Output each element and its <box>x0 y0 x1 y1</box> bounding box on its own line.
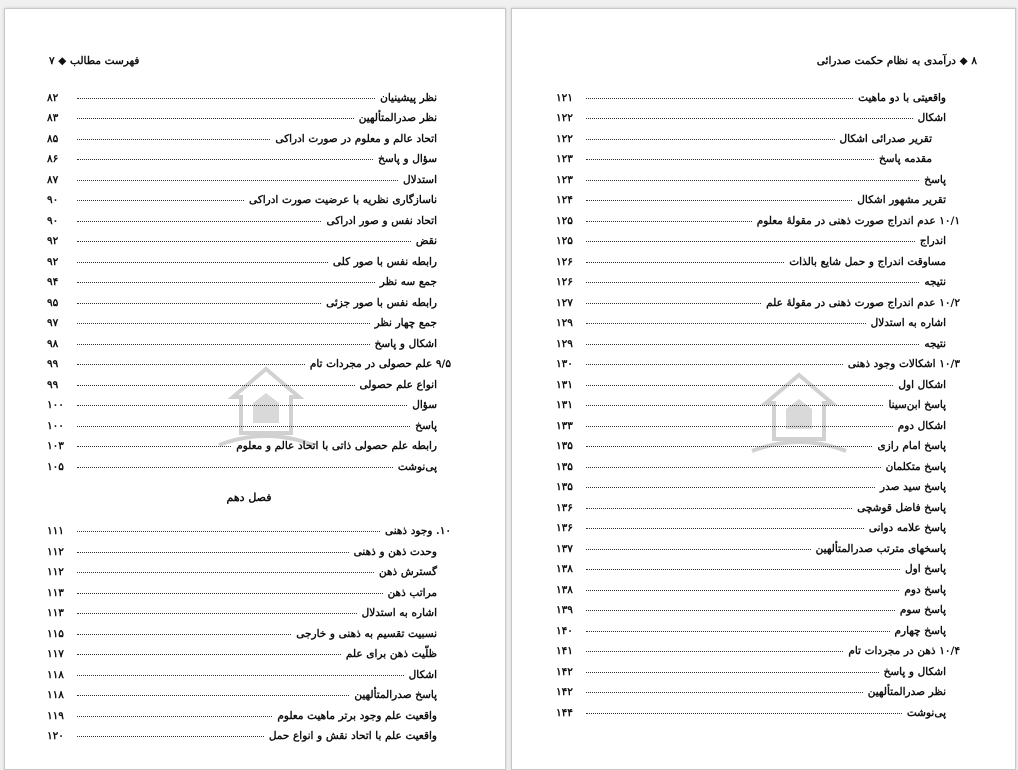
dot-leader <box>77 98 375 99</box>
dot-leader <box>586 528 864 529</box>
toc-entry-title: ۱۰/۳ اشکالات وجود ذهنی <box>847 358 960 370</box>
toc-entry-page-number: ۸۵ <box>47 132 59 145</box>
toc-entry <box>556 514 960 535</box>
toc-entry <box>556 698 960 719</box>
toc-entry-title: اشکال <box>917 112 946 124</box>
toc-entry-title: وحدت ذهن و ذهنی <box>353 545 437 558</box>
toc-entry-title: مراتب ذهن <box>387 586 437 599</box>
dot-leader <box>77 613 357 614</box>
toc-entry-page-number: ۹۲ <box>47 255 59 268</box>
toc-entry-page-number: ۸۲ <box>47 91 59 104</box>
toc-entry-page-number: ۱۱۸ <box>47 689 64 701</box>
toc-entry <box>47 640 451 661</box>
toc-entry-page-number: ۱۳۰ <box>556 358 573 370</box>
right-page <box>511 8 1016 770</box>
toc-entry-title: پاسخ چهارم <box>894 624 946 637</box>
dot-leader <box>77 282 375 283</box>
dot-leader <box>586 98 853 99</box>
toc-entry <box>47 722 451 743</box>
toc-entry <box>556 350 960 371</box>
toc-entry-page-number: ۱۳۶ <box>556 522 573 534</box>
toc-entry <box>556 309 960 330</box>
toc-entry-page-number: ۱۴۲ <box>556 665 573 678</box>
toc-entry <box>556 227 960 248</box>
toc-entry-page-number: ۱۳۶ <box>556 501 573 514</box>
toc-entry-title: ۱۰/۲ عدم اندراج صورت ذهنی در مقولهٔ علم <box>766 296 960 309</box>
toc-entry-title: اشکال اول <box>898 378 946 391</box>
toc-entry-page-number: ۱۲۵ <box>556 214 573 227</box>
toc-entry-title: اتحاد نفس و صور ادراکی <box>326 214 437 227</box>
dot-leader <box>77 180 398 181</box>
toc-entry-page-number: ۱۲۶ <box>556 255 573 268</box>
dot-leader <box>586 487 875 488</box>
toc-entry-title: رابطه علم حصولی ذاتی با اتحاد عالم و معلوم <box>236 440 437 452</box>
toc-entry-page-number: ۱۰۰ <box>47 399 64 411</box>
dot-leader <box>77 385 355 386</box>
right-toc <box>556 83 960 719</box>
toc-entry-title: مساوقت اندراج و حمل شایع بالذات <box>789 255 946 268</box>
toc-entry-title: پاسخ سید صدر <box>880 481 946 493</box>
dot-leader <box>77 139 270 140</box>
left-page <box>4 8 506 770</box>
toc-entry-page-number: ۸۷ <box>47 173 59 186</box>
toc-entry-title: مقدمه پاسخ <box>878 153 932 165</box>
dot-leader <box>586 508 852 509</box>
toc-entry-page-number: ۹۹ <box>47 378 59 391</box>
dot-leader <box>586 405 883 406</box>
toc-entry <box>47 660 451 681</box>
toc-entry <box>47 83 451 104</box>
toc-entry-title: ۱۰/۱ عدم اندراج صورت ذهنی در مقولهٔ معلوم <box>756 214 960 227</box>
toc-entry-page-number: ۱۲۳ <box>556 173 573 186</box>
toc-entry <box>47 619 451 640</box>
toc-entry-page-number: ۱۳۱ <box>556 378 573 391</box>
toc-entry-page-number: ۱۳۵ <box>556 481 573 493</box>
toc-entry-title: پاسخ سوم <box>899 604 946 616</box>
toc-entry-title: اشاره به استدلال <box>870 317 946 329</box>
toc-entry-page-number: ۱۴۰ <box>556 624 573 637</box>
toc-entry <box>47 391 451 412</box>
toc-entry-title: نسبیت تقسیم به ذهنی و خارجی <box>296 627 437 640</box>
toc-entry-title: اشکال و پاسخ <box>883 665 946 678</box>
toc-entry-title: اشکال <box>408 668 437 681</box>
dot-leader <box>77 118 354 119</box>
toc-entry <box>556 657 960 678</box>
toc-entry-title: پی‌نوشت <box>397 460 437 473</box>
toc-entry <box>47 165 451 186</box>
toc-entry-page-number: ۱۱۳ <box>47 607 64 619</box>
dot-leader <box>77 593 383 594</box>
toc-entry <box>556 145 960 166</box>
dot-leader <box>586 241 915 242</box>
dot-leader <box>77 323 370 324</box>
toc-entry-title: پاسخ علامه دوانی <box>868 522 946 534</box>
toc-entry-title: ۱۰. وجود ذهنی <box>384 525 451 537</box>
toc-entry <box>556 411 960 432</box>
toc-entry-title: پاسخ <box>415 419 437 432</box>
toc-entry-title: پاسخ ابن‌سینا <box>888 399 946 411</box>
dot-leader <box>586 282 919 283</box>
toc-entry-page-number: ۱۳۸ <box>556 563 573 575</box>
toc-entry <box>47 681 451 702</box>
toc-entry <box>47 452 451 473</box>
toc-entry <box>47 247 451 268</box>
toc-entry-page-number: ۱۲۷ <box>556 296 573 309</box>
toc-entry <box>47 558 451 579</box>
dot-leader <box>77 531 380 532</box>
toc-entry-title: انواع علم حصولی <box>359 378 437 391</box>
toc-entry <box>47 145 451 166</box>
toc-entry-title: استدلال <box>402 173 437 186</box>
toc-entry-title: پاسخ امام رازی <box>877 440 946 452</box>
toc-entry-page-number: ۱۰۵ <box>47 460 64 473</box>
toc-entry-title: پاسخ دوم <box>904 583 946 596</box>
toc-entry-page-number: ۱۴۴ <box>556 706 573 719</box>
toc-entry <box>47 268 451 289</box>
dot-leader <box>586 631 890 632</box>
dot-leader <box>77 446 231 447</box>
toc-entry-page-number: ۱۱۱ <box>47 525 64 537</box>
toc-entry <box>47 411 451 432</box>
toc-entry-title: نظر صدرالمتألهین <box>358 112 437 124</box>
toc-entry-title: نظر صدرالمتألهین <box>867 686 946 698</box>
toc-entry <box>47 206 451 227</box>
toc-entry <box>47 599 451 620</box>
dot-leader <box>77 552 349 553</box>
toc-entry <box>47 227 451 248</box>
dot-leader <box>77 303 321 304</box>
dot-leader <box>586 159 874 160</box>
toc-entry <box>47 124 451 145</box>
dot-leader <box>586 323 866 324</box>
toc-entry <box>47 186 451 207</box>
toc-entry <box>556 678 960 699</box>
toc-entry-page-number: ۹۲ <box>47 235 59 247</box>
toc-entry-page-number: ۱۲۲ <box>556 132 573 145</box>
dot-leader <box>586 200 852 201</box>
toc-entry-title: پاسخ اول <box>905 563 946 575</box>
toc-entry <box>556 165 960 186</box>
toc-entry-page-number: ۸۶ <box>47 153 59 165</box>
toc-entry <box>556 432 960 453</box>
dot-leader <box>77 159 373 160</box>
dot-leader <box>586 344 919 345</box>
toc-entry <box>556 329 960 350</box>
toc-entry <box>47 104 451 125</box>
toc-entry <box>556 637 960 658</box>
toc-entry-title: پاسخهای مترتب صدرالمتألهین <box>815 542 946 555</box>
toc-entry-title: ناسازگاری نظریه با عرضیت صورت ادراکی <box>248 194 437 206</box>
dot-leader <box>586 118 913 119</box>
dot-leader <box>586 364 843 365</box>
toc-entry-title: اتحاد عالم و معلوم در صورت ادراکی <box>275 132 437 145</box>
toc-entry <box>556 391 960 412</box>
toc-entry <box>556 575 960 596</box>
toc-entry <box>47 701 451 722</box>
toc-entry <box>556 473 960 494</box>
toc-entry <box>556 83 960 104</box>
toc-entry-title: واقعیت علم با اتحاد نقش و انواع حمل <box>268 730 437 742</box>
toc-entry-title: نظر پیشینیان <box>380 91 437 104</box>
toc-entry <box>556 186 960 207</box>
dot-leader <box>586 549 811 550</box>
toc-entry-page-number: ۱۳۸ <box>556 583 573 596</box>
dot-leader <box>77 241 411 242</box>
left-toc-top <box>47 83 451 473</box>
dot-leader <box>586 221 752 222</box>
dot-leader <box>586 262 784 263</box>
toc-entry-page-number: ۱۱۵ <box>47 627 64 640</box>
toc-entry <box>556 493 960 514</box>
toc-entry-title: اندراج <box>919 235 946 247</box>
toc-entry-page-number: ۹۷ <box>47 317 59 329</box>
toc-entry <box>556 247 960 268</box>
dot-leader <box>586 180 919 181</box>
toc-entry-title: نقض <box>415 235 437 247</box>
toc-entry-title: جمع چهار نظر <box>374 317 437 329</box>
toc-entry-title: سؤال و پاسخ <box>378 153 437 165</box>
left-toc-bottom <box>47 517 451 743</box>
dot-leader <box>77 654 341 655</box>
toc-entry-page-number: ۱۱۲ <box>47 545 64 558</box>
toc-entry-page-number: ۱۲۳ <box>556 153 573 165</box>
toc-entry <box>556 370 960 391</box>
toc-entry-page-number: ۱۲۰ <box>47 730 64 742</box>
toc-entry <box>556 268 960 289</box>
toc-entry-page-number: ۱۲۵ <box>556 235 573 247</box>
toc-entry-title: تقریر مشهور اشکال <box>857 194 946 206</box>
toc-entry-title: گسترش ذهن <box>378 566 437 578</box>
dot-leader <box>586 610 895 611</box>
toc-entry-title: تقریر صدرائی اشکال <box>839 132 932 145</box>
toc-entry-page-number: ۹۸ <box>47 337 59 350</box>
toc-entry-title: رابطه نفس با صور کلی <box>332 255 437 268</box>
chapter-title: فصل دهم <box>226 490 272 504</box>
dot-leader <box>77 344 370 345</box>
toc-entry-title: سؤال <box>412 399 437 411</box>
toc-entry <box>556 288 960 309</box>
toc-entry-title: ظلّیت ذهن برای علم <box>345 648 437 660</box>
toc-entry <box>556 124 960 145</box>
dot-leader <box>586 467 881 468</box>
dot-leader <box>77 675 404 676</box>
dot-leader <box>77 262 328 263</box>
toc-entry-page-number: ۱۲۹ <box>556 317 573 329</box>
toc-entry-title: پاسخ فاضل قوشچی <box>857 501 946 514</box>
dot-leader <box>77 426 410 427</box>
toc-entry-title: پاسخ <box>924 173 946 186</box>
toc-entry <box>556 616 960 637</box>
toc-entry-page-number: ۱۳۵ <box>556 460 573 473</box>
toc-entry-page-number: ۱۳۷ <box>556 542 573 555</box>
dot-leader <box>77 634 291 635</box>
toc-entry <box>47 537 451 558</box>
dot-leader <box>77 364 305 365</box>
toc-entry-page-number: ۱۱۲ <box>47 566 64 578</box>
toc-entry-page-number: ۱۰۳ <box>47 440 64 452</box>
left-toc <box>47 83 451 742</box>
toc-entry <box>556 104 960 125</box>
toc-entry-title: نتیجه <box>924 337 946 350</box>
toc-entry-page-number: ۱۲۴ <box>556 194 573 206</box>
toc-entry <box>47 288 451 309</box>
dot-leader <box>586 139 835 140</box>
toc-entry-title: اشاره به استدلال <box>361 607 437 619</box>
toc-entry-page-number: ۱۱۹ <box>47 709 64 722</box>
dot-leader <box>586 651 843 652</box>
left-running-head: فهرست مطالب ◆ ۷ <box>49 55 140 67</box>
toc-entry-page-number: ۱۴۱ <box>556 645 573 657</box>
dot-leader <box>77 716 272 717</box>
toc-entry-title: اشکال دوم <box>897 419 946 432</box>
toc-entry-page-number: ۱۲۱ <box>556 91 573 104</box>
dot-leader <box>586 713 902 714</box>
toc-entry-page-number: ۱۳۹ <box>556 604 573 616</box>
toc-entry-title: پاسخ صدرالمتألهین <box>354 689 437 701</box>
toc-entry-title: ۱۰/۴ ذهن در مجردات تام <box>848 645 960 657</box>
toc-entry-page-number: ۹۰ <box>47 194 59 206</box>
dot-leader <box>586 672 879 673</box>
toc-entry-title: واقعیتی با دو ماهیت <box>858 91 946 104</box>
toc-entry-page-number: ۱۲۶ <box>556 276 573 288</box>
dot-leader <box>77 405 407 406</box>
dot-leader <box>586 303 761 304</box>
dot-leader <box>586 590 899 591</box>
toc-entry-page-number: ۱۲۹ <box>556 337 573 350</box>
toc-entry-page-number: ۱۰۰ <box>47 419 64 432</box>
toc-entry-title: جمع سه نظر <box>379 276 437 288</box>
toc-entry-page-number: ۱۱۷ <box>47 648 64 660</box>
dot-leader <box>586 692 863 693</box>
dot-leader <box>77 221 321 222</box>
toc-entry <box>47 329 451 350</box>
toc-entry <box>47 578 451 599</box>
dot-leader <box>586 569 900 570</box>
toc-entry-page-number: ۱۳۳ <box>556 419 573 432</box>
toc-entry <box>556 596 960 617</box>
dot-leader <box>586 385 893 386</box>
toc-entry-title: اشکال و پاسخ <box>374 337 437 350</box>
right-toc-list <box>556 83 960 719</box>
toc-entry-page-number: ۸۳ <box>47 112 59 124</box>
toc-entry <box>47 350 451 371</box>
toc-entry-page-number: ۱۲۲ <box>556 112 573 124</box>
toc-entry-title: پی‌نوشت <box>906 706 946 719</box>
dot-leader <box>586 446 872 447</box>
toc-entry-page-number: ۹۵ <box>47 296 59 309</box>
toc-entry <box>556 555 960 576</box>
dot-leader <box>77 572 374 573</box>
right-running-head: ۸ ◆ درآمدی به نظام حکمت صدرائی <box>816 55 977 67</box>
toc-entry <box>556 206 960 227</box>
toc-entry-title: ۹/۵ علم حصولی در مجردات تام <box>309 358 451 370</box>
toc-entry-title: پاسخ متکلمان <box>885 460 946 473</box>
toc-entry-page-number: ۹۴ <box>47 276 59 288</box>
toc-entry-page-number: ۱۳۱ <box>556 399 573 411</box>
toc-entry-page-number: ۹۹ <box>47 358 59 370</box>
toc-entry <box>47 309 451 330</box>
toc-entry-page-number: ۱۴۲ <box>556 686 573 698</box>
toc-entry <box>47 370 451 391</box>
toc-entry-page-number: ۱۳۵ <box>556 440 573 452</box>
toc-entry-page-number: ۱۱۳ <box>47 586 64 599</box>
toc-entry <box>556 452 960 473</box>
dot-leader <box>586 426 893 427</box>
dot-leader <box>77 200 244 201</box>
dot-leader <box>77 736 264 737</box>
dot-leader <box>77 467 393 468</box>
toc-entry <box>556 534 960 555</box>
toc-entry <box>47 517 451 538</box>
toc-entry-page-number: ۹۰ <box>47 214 59 227</box>
toc-entry <box>47 432 451 453</box>
toc-entry-title: واقعیت علم وجود برتر ماهیت معلوم <box>277 709 437 722</box>
toc-entry-title: نتیجه <box>924 276 946 288</box>
toc-entry-page-number: ۱۱۸ <box>47 668 64 681</box>
dot-leader <box>77 695 349 696</box>
toc-entry-title: رابطه نفس با صور جزئی <box>326 296 437 309</box>
